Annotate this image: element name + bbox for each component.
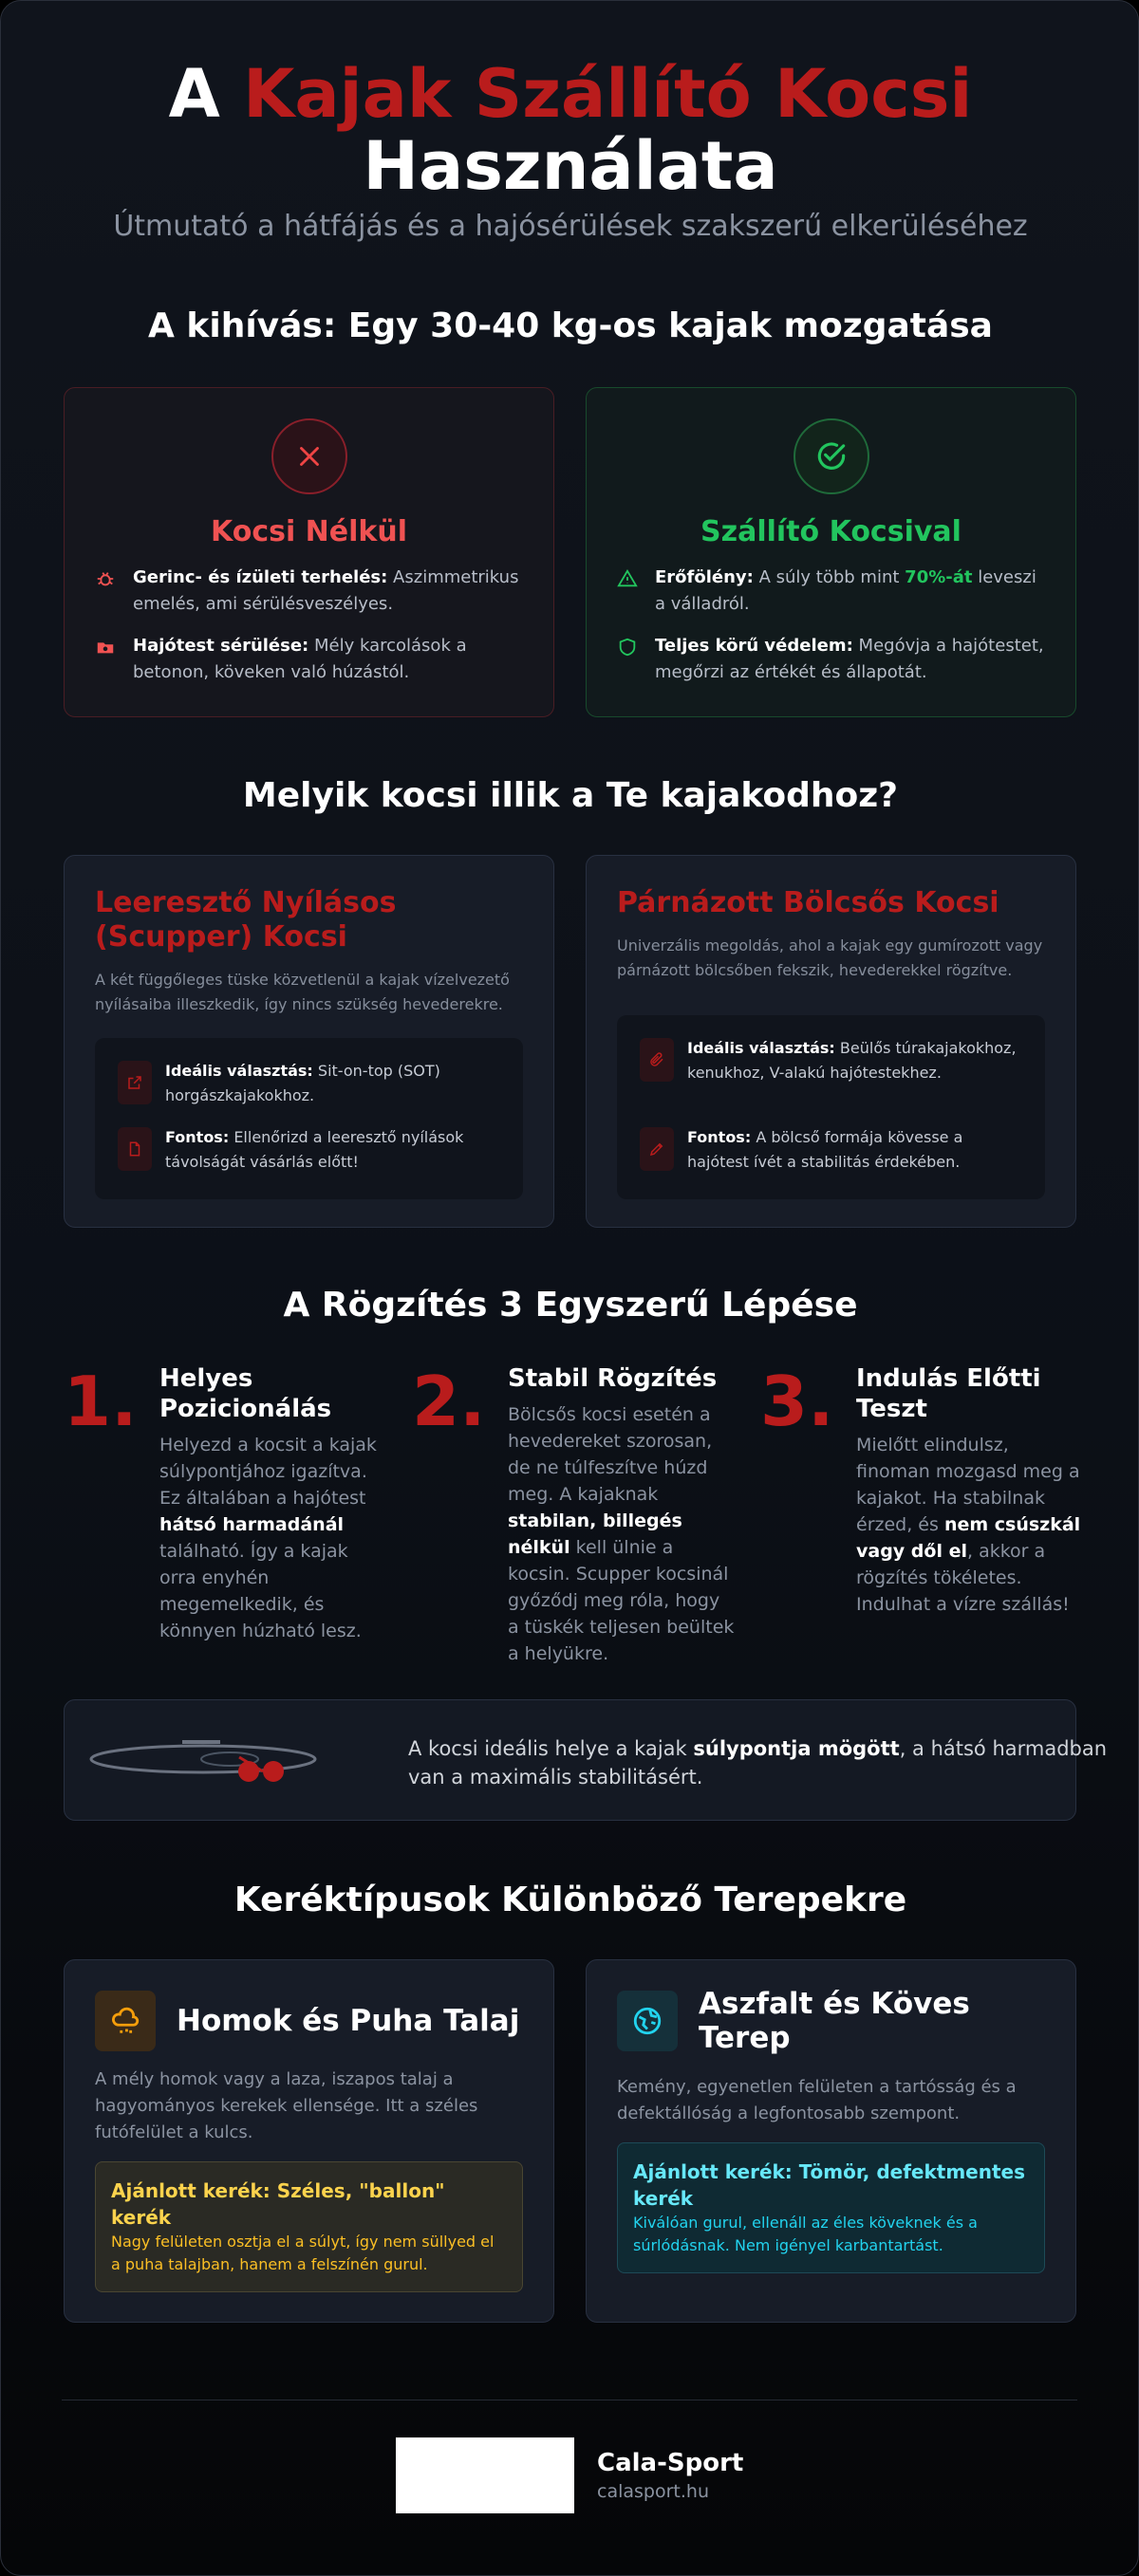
bug-icon [95,568,116,589]
globe-icon [617,1991,678,2051]
step-1-title: Helyes Pozicionálás [159,1364,332,1423]
cradle-details [617,1015,1045,1199]
paperclip-icon [640,1038,674,1082]
check-circle-icon [794,418,869,494]
balance-point-banner [64,1699,1108,1821]
scupper-important: Fontos: Ellenőrizd a leeresztő nyílások távolságát vásárlás előtt! [118,1125,504,1175]
steps-title: A Rögzítés 3 Egyszerű Lépése [283,1286,858,1325]
shield-icon [617,637,638,658]
with-cart-card [586,387,1076,717]
carts-title: Melyik kocsi illik a Te kajakodhoz? [242,776,899,815]
scupper-cart-desc: A két függőleges tüske közvetlenül a kajak vízelvezető nyílásaiba illeszkedik, így nincs szükség hevederekre. [95,971,510,1013]
scupper-details [95,1038,523,1199]
step-2-text: Bölcsős kocsi esetén a hevedereket szorosan, de ne túlfeszítve húzd meg. A kajaknak stabilan, billegés nélkül kell ülnie a kocsin. Scupper kocsinál győződj meg róla, hogy a tüskék teljesen beültek a helyükre. [508,1404,735,1664]
cloud-rain-icon [95,1991,156,2051]
cradle-cart-card [586,855,1076,1228]
with-item-protection: Teljes körű védelem: Megóvja a hajótestet, megőrzi az értékét és állapotát. [617,633,1045,686]
brand-url[interactable]: calasport.hu [597,2481,709,2502]
sand-wheel-title: Homok és Puha Talaj [177,2004,520,2038]
close-circle-icon [271,418,347,494]
asphalt-wheel-card [586,1959,1076,2323]
without-item-hull: Hajótest sérülése: Mély karcolások a betonon, köveken való húzástól. [95,633,523,686]
asphalt-wheel-title: Aszfalt és Köves Terep [699,1987,970,2055]
without-cart-card [64,387,554,717]
step-2-title: Stabil Rögzítés [508,1364,718,1393]
title-line2: Használata [363,127,778,205]
sand-recommendation [95,2161,523,2292]
hero [1,55,1139,243]
kayak-cart-illustration [87,1729,372,1797]
sand-recommendation-title: Ajánlott kerék: Széles, "ballon" kerék [111,2179,445,2229]
warning-triangle-icon [617,568,638,589]
step-3-number: 3. [760,1362,834,1441]
wheels-title: Keréktípusok Különböző Terepekre [233,1881,907,1919]
balance-point-text: A kocsi ideális helye a kajak súlypontja mögött, a hátsó harmadban van a maximális stabilitásért. [408,1737,1108,1788]
title-highlight: Kajak Szállító Kocsi [243,55,973,133]
brand-name: Cala-Sport [597,2449,744,2477]
asphalt-wheel-desc: Kemény, egyenetlen felületen a tartósság és a defektállóság a legfontosabb szempont. [617,2077,1017,2123]
page-subtitle: Útmutató a hátfájás és a hajósérülések szakszerű elkerüléséhez [113,210,1028,243]
sand-recommendation-desc: Nagy felületen osztja el a súlyt, így nem süllyed el a puha talajban, hanem a felszínén gurul. [111,2233,495,2273]
without-cart-title: Kocsi Nélkül [210,515,408,548]
brand-logo [396,2437,574,2513]
step-3-text: Mielőtt elindulsz, finoman mozgasd meg a kajakot. Ha stabilnak érzed, és nem csúszkál vagy dől el, akkor a rögzítés tökéletes. Indulhat a vízre szállás! [856,1435,1081,1615]
sand-wheel-card [64,1959,554,2323]
step-1-text: Helyezd a kocsit a kajak súlypontjához igazítva. Ez általában a hajótest hátsó harmadánál található. Így a kajak orra enyhén megemelkedik, és könnyen húzható lesz. [159,1435,377,1641]
title-prefix: A [168,55,244,133]
asphalt-recommendation-title: Ajánlott kerék: Tömör, defektmentes kerék [633,2160,1026,2210]
damage-icon [95,637,116,658]
cradle-important: Fontos: A bölcső formája kövesse a hajótest ívét a stabilitás érdekében. [640,1125,1026,1175]
external-link-icon [118,1061,152,1104]
challenge-title: A kihívás: Egy 30-40 kg-os kajak mozgatása [148,306,993,345]
step-2-number: 2. [412,1362,486,1441]
page-title [1,55,1139,205]
with-cart-title: Szállító Kocsival [700,515,962,548]
pen-icon [640,1127,674,1171]
document-icon [118,1127,152,1171]
cradle-cart-desc: Univerzális megoldás, ahol a kajak egy gumírozott vagy párnázott bölcsőben fekszik, hevederekkel rögzítve. [617,936,1043,979]
cradle-ideal: Ideális választás: Beülős túrakajakokhoz, kenukhoz, V-alakú hajótestekhez. [640,1036,1026,1085]
sand-wheel-desc: A mély homok vagy a laza, iszapos talaj a hagyományos kerekek ellensége. Itt a széles futófelület a kulcs. [95,2069,478,2142]
scupper-cart-title: Leeresztő Nyílásos (Scupper) Kocsi [95,886,397,954]
asphalt-recommendation [617,2142,1045,2273]
step-3-title: Indulás Előtti Teszt [856,1364,1041,1423]
asphalt-recommendation-desc: Kiválóan gurul, ellenáll az éles köveknek és a súrlódásnak. Nem igényel karbantartást. [633,2214,978,2254]
step-1-number: 1. [64,1362,138,1441]
cradle-cart-title: Párnázott Bölcsős Kocsi [617,886,999,919]
without-item-spine: Gerinc- és ízületi terhelés: Aszimmetrikus emelés, ami sérülésveszélyes. [95,565,523,618]
scupper-ideal: Ideális választás: Sit-on-top (SOT) horgászkajakokhoz. [118,1059,504,1108]
scupper-cart-card [64,855,554,1228]
with-item-power: Erőfölény: A súly több mint 70%-át leveszi a válladról. [617,565,1045,618]
